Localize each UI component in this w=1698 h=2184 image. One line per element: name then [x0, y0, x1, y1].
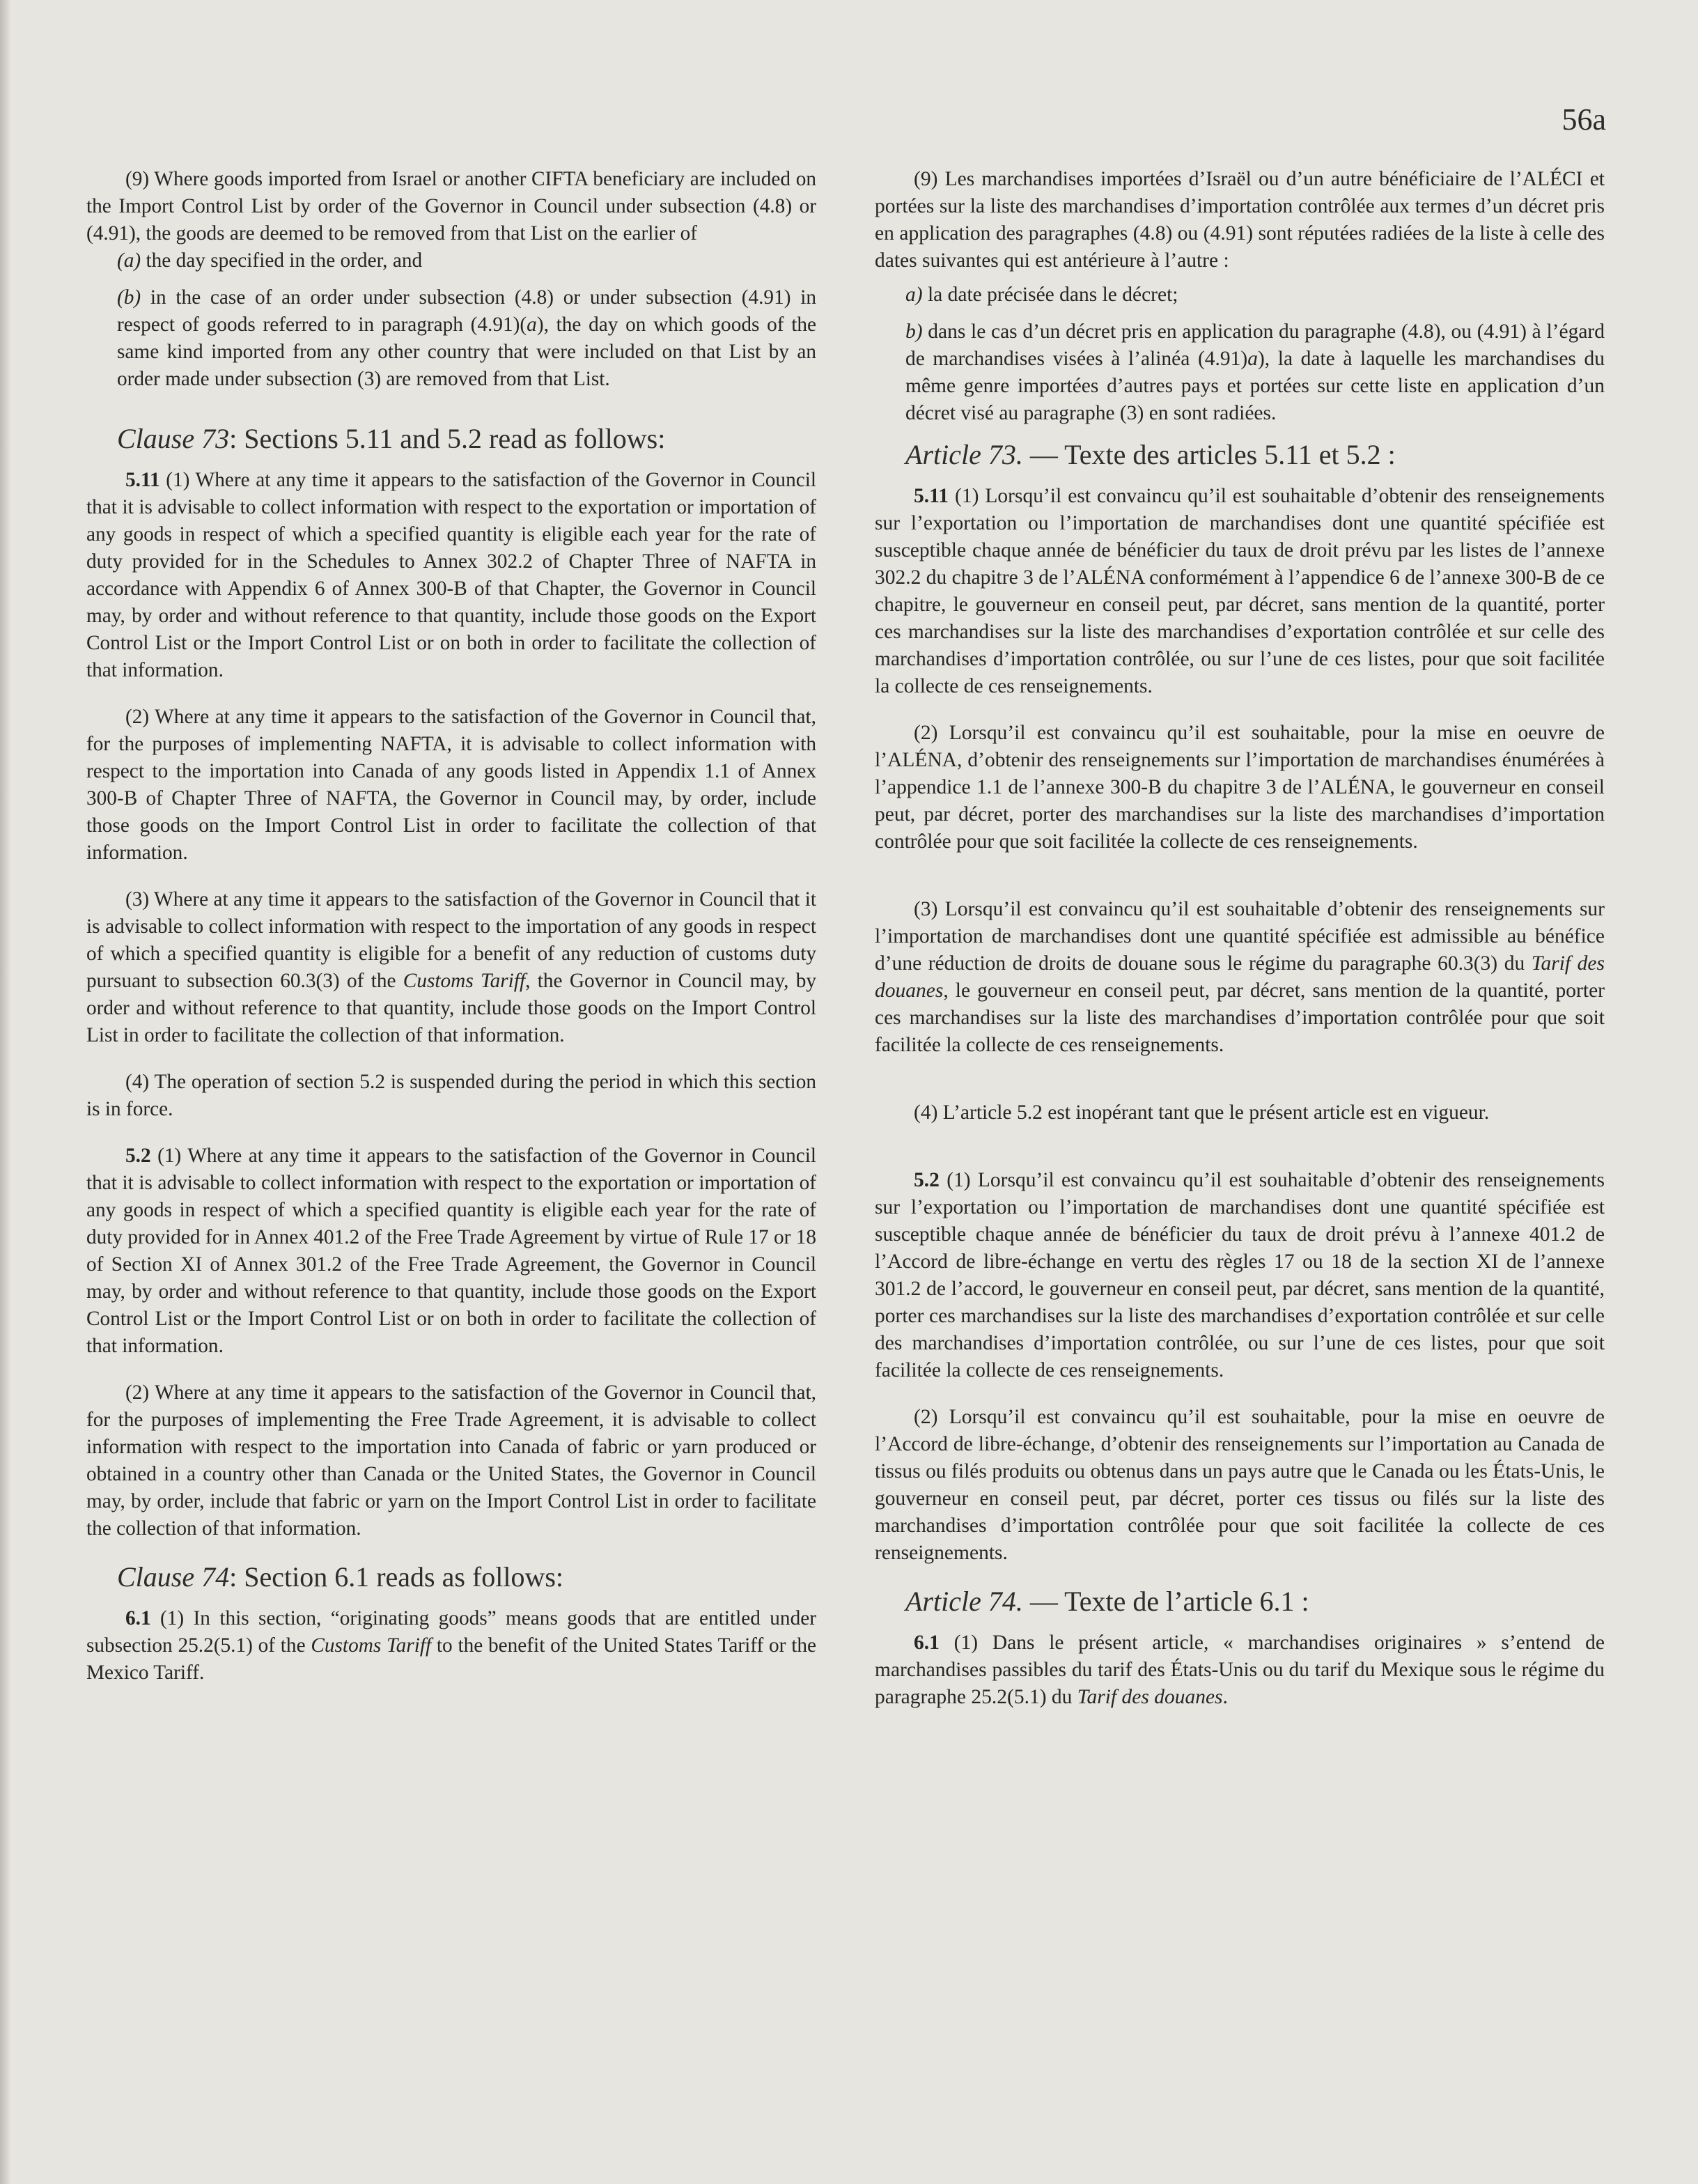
- section-6-1-1: 6.1 (1) In this section, “originating goods” means goods that are entitled under subsection 25.2(5.1) of the Customs Tariff to the benefit of the United States Tariff or the Mexico Tariff.: [86, 1607, 816, 1684]
- paragraph-9: (9) Where goods imported from Israel or another CIFTA beneficiary are included on the Import Control List by order of the Governor in Council under subsection (4.8) or (4.91), the goods are deemed to be removed from that List on the earlier of: [86, 168, 816, 245]
- english-text-73: [86, 467, 816, 1542]
- section-5-2-1: 5.2 (1) Where at any time it appears to the satisfaction of the Governor in Council that it is advisable to collect information with respect to the exportation or importation of any goods in respect of which a specified quantity is eligible each year for the rate of duty provided for in Annex 401.2 of the Free Trade Agreement by virtue of Rule 17 or 18 of Section XI of Annex 301.2 of the Free Trade Agreement, the Governor in Council may, by order and without reference to that quantity, include those goods on the Export Control List or the Import Control List or on both in order to facilitate the collection of that information.: [86, 1145, 816, 1357]
- english-column: [86, 166, 816, 1687]
- section-5-11-1: 5.11 (1) Where at any time it appears to the satisfaction of the Governor in Council that it is advisable to collect information with respect to the exportation or importation of any goods in respect of which a specified quantity is eligible each year for the rate of duty provided for in the Schedules to Annex 302.2 of Chapter Three of NAFTA in accordance with Appendix 6 of Annex 300-B of that Chapter, the Governor in Council may, by order and without reference to that quantity, include those goods on the Export Control List or the Import Control List or on both in order to facilitate the collection of that information.: [86, 469, 816, 681]
- section-5-11-4: (4) The operation of section 5.2 is suspended during the period in which this section is in force.: [86, 1071, 816, 1120]
- article-5-2-2: (2) Lorsqu’il est convaincu qu’il est souhaitable, pour la mise en oeuvre de l’Accord de libre-échange, d’obtenir des renseignements sur l’importation au Canada de tissus ou filés produits ou obtenus dans un pays autre que le Canada ou les États-Unis, le gouverneur en conseil peut, par décret, porter ces tissus ou filés sur la liste des marchandises d’importation contrôlée pour que soit facilitée la collecte de ces renseignements.: [875, 1406, 1605, 1564]
- english-text-74: [86, 1605, 816, 1687]
- section-5-2-2: (2) Where at any time it appears to the satisfaction of the Governor in Council that, for the purposes of implementing the Free Trade Agreement, it is advisable to collect information with respect to the importation into Canada of fabric or yarn produced or obtained in a country other than Canada or the United States, the Governor in Council may, by order, include that fabric or yarn on the Import Control List in order to facilitate the collection of that information.: [86, 1381, 816, 1540]
- clause-74-heading: Clause 74: Section 6.1 reads as follows:: [117, 1561, 564, 1593]
- clause-73-heading: Clause 73: Sections 5.11 and 5.2 read as follows:: [117, 423, 666, 454]
- paragraph-9-b: (b) in the case of an order under subsection (4.8) or under subsection (4.91) in respect of goods referred to in paragraph (4.91)(a), the day on which goods of the same kind imported from any other country that were included on that List by an order made under subsection (3) are removed from that List.: [117, 286, 816, 390]
- paragraphe-9-a: a) la date précisée dans le décret;: [905, 284, 1178, 306]
- article-74-heading: Article 74. — Texte de l’article 6.1 :: [905, 1586, 1309, 1617]
- article-5-11-3: (3) Lorsqu’il est convaincu qu’il est souhaitable d’obtenir des renseignements sur l’importation de marchandises dont une quantité spécifiée est admissible au bénéfice d’une réduction de droits de douane sous le régime du paragraphe 60.3(3) du Tarif des douanes, le gouverneur en conseil peut, par décret, sans mention de la quantité, porter ces marchandises sur la liste des marchandises d’importation contrôlée pour que soit facilitée la collecte de ces renseignements.: [875, 898, 1605, 1056]
- article-5-11-2: (2) Lorsqu’il est convaincu qu’il est souhaitable, pour la mise en oeuvre de l’ALÉNA, d’obtenir des renseignements sur l’importation de marchandises énumérées à l’appendice 1.1 de l’annexe 300-B du chapitre 3 de l’ALÉNA, le gouverneur en conseil peut, par décret, porter des marchandises sur la liste des marchandises d’importation contrôlée pour que soit facilitée la collecte de ces renseignements.: [875, 722, 1605, 853]
- french-text-74: [875, 1629, 1605, 1711]
- french-column: [875, 166, 1605, 1711]
- article-5-11-1: 5.11 (1) Lorsqu’il est convaincu qu’il est souhaitable d’obtenir des renseignements sur l’exportation ou l’importation de marchandises dont une quantité spécifiée est susceptible chaque année de bénéficier du taux de droit prévu par les listes de l’annexe 302.2 du chapitre 3 de l’ALÉNA conformément à l’appendice 6 de l’annexe 300-B de ce chapitre, le gouverneur en conseil peut, par décret, sans mention de la quantité, porter ces marchandises sur la liste des marchandises d’exportation contrôlée et sur celle des marchandises d’importation contrôlée, ou sur l’une de ces listes, pour que soit facilitée la collecte de ces renseignements.: [875, 485, 1605, 697]
- page-edge-shadow: [0, 0, 11, 2184]
- paragraph-9-a: (a) the day specified in the order, and: [117, 249, 423, 272]
- section-5-11-2: (2) Where at any time it appears to the satisfaction of the Governor in Council that, for the purposes of implementing NAFTA, it is advisable to collect information with respect to the importation into Canada of any goods listed in Appendix 1.1 of Annex 300-B of Chapter Three of NAFTA, the Governor in Council may, by order, include those goods on the Import Control List in order to facilitate the collection of that information.: [86, 706, 816, 864]
- article-6-1-1: 6.1 (1) Dans le présent article, « marchandises originaires » s’entend de marchandises passibles du tarif des États-Unis ou du tarif du Mexique sous le régime du paragraphe 25.2(5.1) du Tarif des douanes.: [875, 1632, 1605, 1708]
- paragraphe-9: (9) Les marchandises importées d’Israël ou d’un autre bénéficiaire de l’ALÉCI et portées sur la liste des marchandises d’importation contrôlée aux termes d’un décret pris en application des paragraphes (4.8) ou (4.91) sont réputées radiées de la liste à celle des dates suivantes qui est antérieure à l’autre :: [875, 168, 1605, 272]
- paragraphe-9-b: b) dans le cas d’un décret pris en application du paragraphe (4.8), ou (4.91) à l’égard de marchandises visées à l’alinéa (4.91)a), la date à laquelle les marchandises du même genre importées d’autres pays et portées sur cette liste en application d’un décret visé au paragraphe (3) en sont radiées.: [905, 320, 1605, 424]
- french-text-73: [875, 483, 1605, 1567]
- english-text: [86, 166, 816, 393]
- section-5-11-3: (3) Where at any time it appears to the satisfaction of the Governor in Council that it is advisable to collect information with respect to the importation of any goods in respect of which a specified quantity is eligible for a benefit of any reduction of customs duty pursuant to subsection 60.3(3) of the Customs Tariff, the Governor in Council may, by order and without reference to that quantity, include those goods on the Import Control List in order to facilitate the collection of that information.: [86, 888, 817, 1046]
- page-number: 56a: [1561, 102, 1606, 137]
- article-5-2-1: 5.2 (1) Lorsqu’il est convaincu qu’il est souhaitable d’obtenir des renseignements sur l’exportation ou l’importation de marchandises dont une quantité spécifiée est susceptible chaque année de bénéficier du taux de droit prévu à l’annexe 401.2 de l’Accord de libre-échange en vertu des règles 17 ou 18 de la section XI de l’annexe 301.2 de l’accord, le gouverneur en conseil peut, par décret, sans mention de la quantité, porter ces marchandises sur la liste des marchandises d’exportation contrôlée et sur celle des marchandises d’importation contrôlée, ou sur l’une de ces listes, pour que soit facilitée la collecte de ces renseignements.: [875, 1169, 1605, 1381]
- french-text: [875, 166, 1605, 427]
- article-5-11-4: (4) L’article 5.2 est inopérant tant que le présent article est en vigueur.: [914, 1101, 1490, 1124]
- article-73-heading: Article 73. — Texte des articles 5.11 et 5.2 :: [905, 439, 1396, 470]
